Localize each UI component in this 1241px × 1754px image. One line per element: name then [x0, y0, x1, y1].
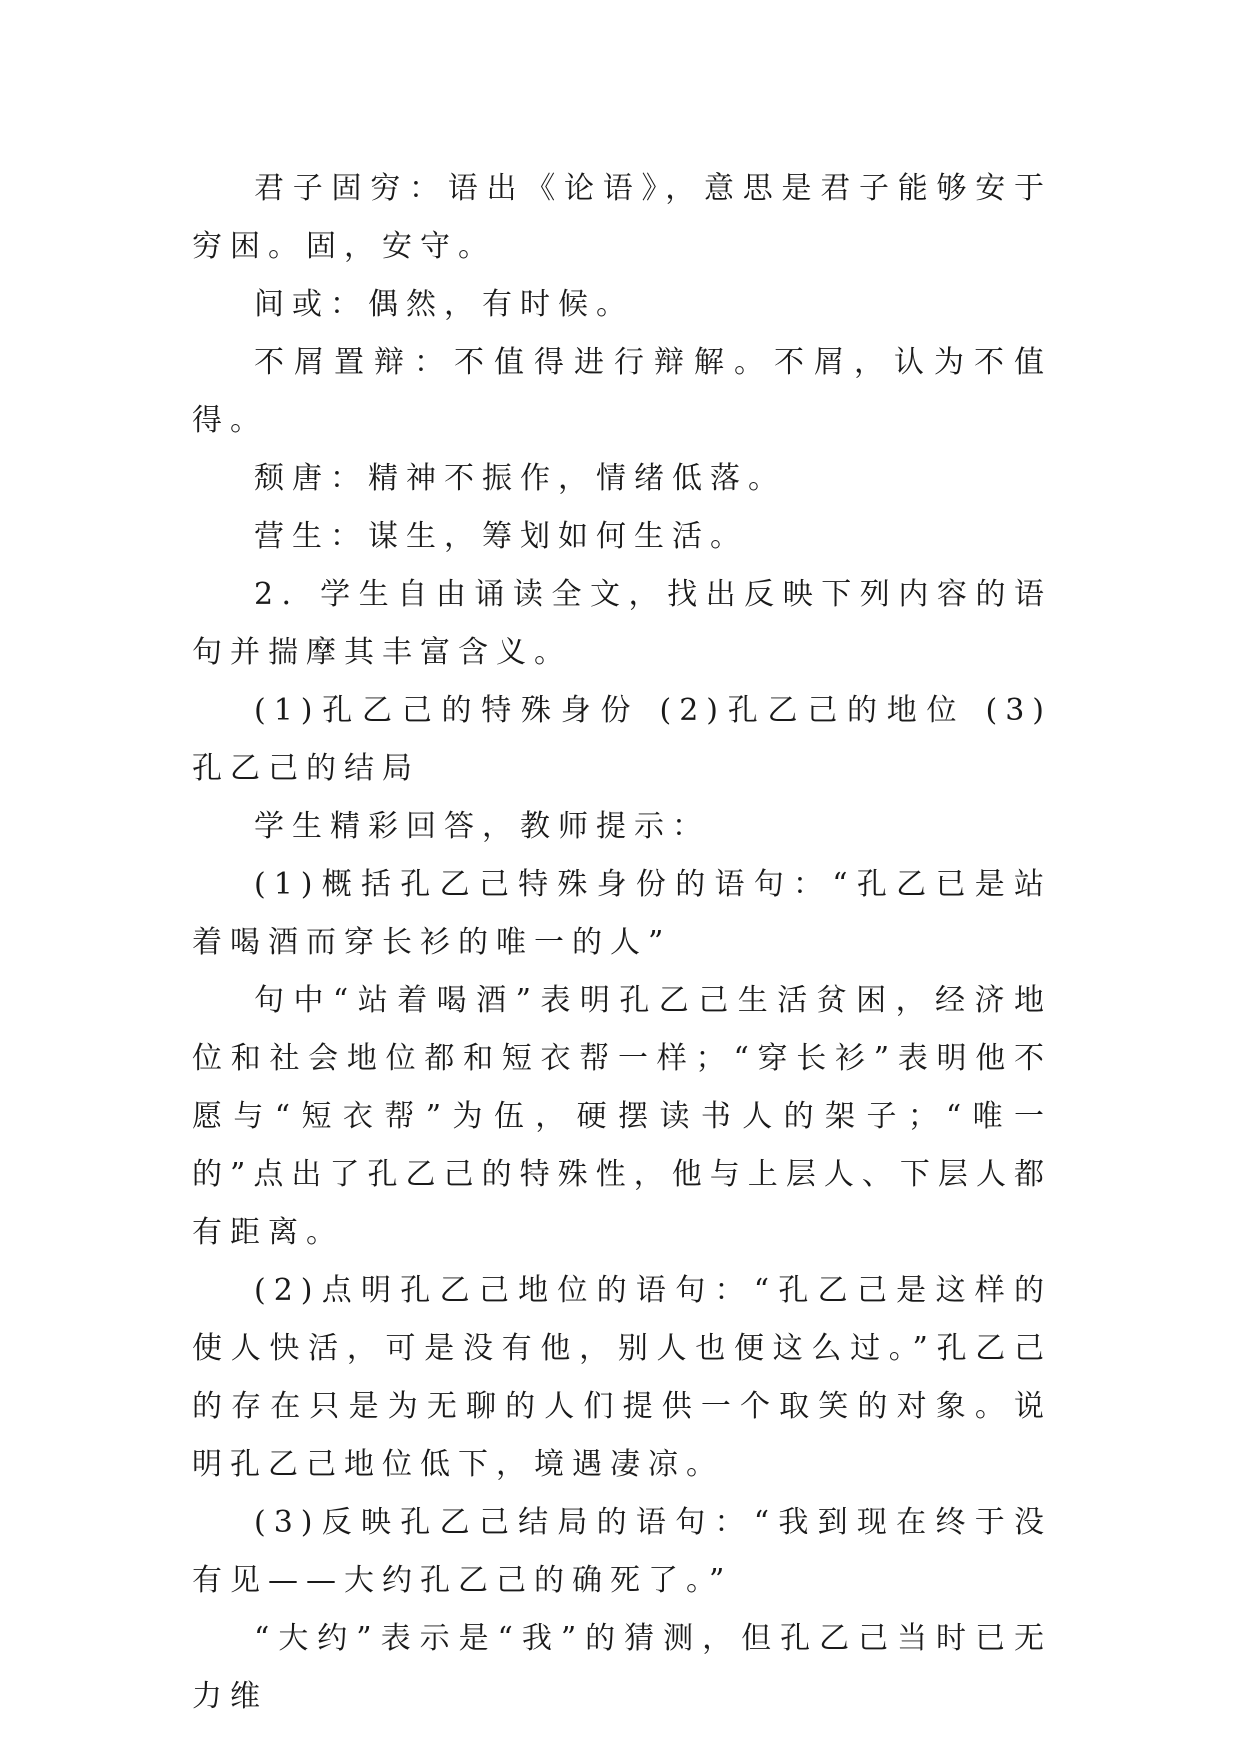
- paragraph-answer-2: (2)点明孔乙己地位的语句：“孔乙己是这样的使人快活，可是没有他，别人也便这么过。”孔乙己的存在只是为无聊的人们提供一个取笑的对象。说明孔乙己地位低下，境遇凄凉。: [192, 1273, 1052, 1482]
- paragraph-teacher-hint: 学生精彩回答，教师提示：: [254, 809, 710, 844]
- paragraph-definition-jianhuo: 间或：偶然，有时候。: [254, 287, 634, 322]
- paragraph-task-2: 2．学生自由诵读全文，找出反映下列内容的语句并揣摩其丰富含义。: [192, 577, 1052, 670]
- paragraph-definition-buxie-zhibian: 不屑置辩：不值得进行辩解。不屑，认为不值得。: [192, 345, 1052, 438]
- document-body: [192, 160, 1052, 1726]
- paragraph-answer-3-explanation: “大约”表示是“我”的猜测，但孔乙己当时已无力维: [192, 1621, 1052, 1714]
- paragraph-answer-1-explanation: 句中“站着喝酒”表明孔乙己生活贫困，经济地位和社会地位都和短衣帮一样；“穿长衫”表明他不愿与“短衣帮”为伍，硬摆读书人的架子；“唯一的”点出了孔乙己的特殊性，他与上层人、下层人都有距离。: [192, 983, 1052, 1250]
- paragraph-definition-yingsheng: 营生：谋生，筹划如何生活。: [254, 519, 748, 554]
- paragraph-definition-tuitang: 颓唐：精神不振作，情绪低落。: [254, 461, 786, 496]
- paragraph-answer-1: (1)概括孔乙己特殊身份的语句：“孔乙已是站着喝酒而穿长衫的唯一的人”: [192, 867, 1052, 960]
- paragraph-definition-junzi-guqiong: 君子固穷：语出《论语》，意思是君子能够安于穷困。固，安守。: [192, 171, 1052, 264]
- paragraph-answer-3: (3)反映孔乙己结局的语句：“我到现在终于没有见——大约孔乙己的确死了。”: [192, 1505, 1052, 1598]
- paragraph-task-items: (1)孔乙己的特殊身份 (2)孔乙己的地位 (3)孔乙己的结局: [192, 693, 1052, 786]
